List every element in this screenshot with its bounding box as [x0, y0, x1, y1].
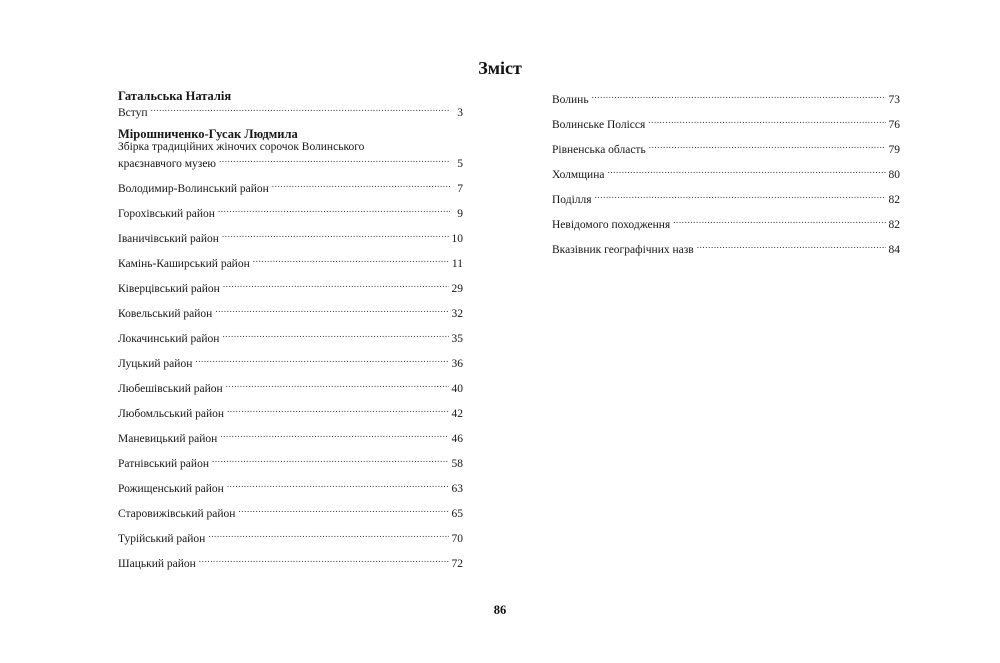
dot-leader	[649, 140, 886, 153]
dot-leader	[199, 554, 449, 567]
dot-leader	[697, 240, 886, 253]
toc-entry-label: Ковельський район	[118, 308, 213, 320]
dot-leader	[218, 204, 450, 217]
toc-entry[interactable]	[118, 529, 463, 545]
toc-entry-page: 82	[888, 219, 900, 231]
dot-leader	[195, 354, 448, 367]
toc-entry-page: 36	[451, 358, 463, 370]
toc-entry-label: Любешівський район	[118, 383, 223, 395]
toc-entry[interactable]	[118, 554, 463, 570]
page-number: 86	[493, 603, 507, 617]
dot-leader	[222, 329, 448, 342]
toc-author-block	[118, 89, 463, 119]
toc-entry[interactable]	[118, 504, 463, 520]
toc-entry[interactable]	[118, 279, 463, 295]
dot-leader	[592, 90, 886, 103]
toc-entry-page: 9	[457, 208, 463, 220]
toc-left-column	[118, 90, 463, 579]
toc-entry-label: Локачинський район	[118, 333, 220, 345]
dot-leader	[151, 103, 450, 116]
toc-entry-label: Волинь	[552, 94, 589, 106]
toc-entry-label: Вказівник географічних назв	[552, 244, 694, 256]
toc-entry-label: Ківерцівський район	[118, 283, 220, 295]
dot-leader	[238, 504, 448, 517]
dot-leader	[208, 529, 448, 542]
dot-leader	[220, 429, 448, 442]
toc-entry-page: 46	[451, 433, 463, 445]
toc-entry[interactable]	[552, 165, 900, 181]
toc-entry-label: Вступ	[118, 107, 148, 119]
toc-entry[interactable]	[118, 404, 463, 420]
toc-entry[interactable]	[552, 190, 900, 206]
toc-entry-label: Шацький район	[118, 558, 196, 570]
toc-entry-page: 84	[888, 244, 900, 256]
toc-entry-page: 29	[451, 283, 463, 295]
toc-entry-page: 72	[451, 558, 463, 570]
toc-entry[interactable]	[118, 229, 463, 245]
toc-entry-label: Холмщина	[552, 169, 605, 181]
toc-entry-page: 82	[888, 194, 900, 206]
toc-entry[interactable]	[552, 240, 900, 256]
toc-right-column	[552, 90, 900, 265]
toc-entry-label: Турійський район	[118, 533, 206, 545]
author-name: Мірошниченко-Гусак Людмила	[118, 127, 298, 141]
page-title: Зміст	[478, 58, 522, 78]
dot-leader	[219, 154, 450, 167]
dot-leader	[226, 379, 449, 392]
toc-entry-page: 7	[457, 183, 463, 195]
toc-entry[interactable]	[552, 90, 900, 106]
toc-entry-page: 73	[888, 94, 900, 106]
toc-entry-label: Маневицький район	[118, 433, 218, 445]
dot-leader	[253, 254, 449, 267]
dot-leader	[227, 479, 449, 492]
toc-entry-label: Горохівський район	[118, 208, 215, 220]
toc-entry[interactable]	[118, 254, 463, 270]
toc-entry[interactable]	[552, 215, 900, 231]
author-name: Гатальська Наталія	[118, 89, 232, 103]
toc-entry[interactable]	[552, 115, 900, 131]
toc-entry[interactable]	[118, 329, 463, 345]
toc-list-right	[552, 90, 900, 256]
dot-leader	[607, 165, 885, 178]
toc-author-block	[118, 127, 463, 170]
dot-leader	[673, 215, 885, 228]
toc-entry-page: 80	[888, 169, 900, 181]
dot-leader	[222, 229, 449, 242]
toc-entry-label: Старовижівський район	[118, 508, 236, 520]
toc-entry-label: Луцький район	[118, 358, 193, 370]
dot-leader	[223, 279, 449, 292]
toc-entry-page: 58	[451, 458, 463, 470]
toc-entry[interactable]	[118, 154, 463, 170]
toc-entry-page: 11	[451, 258, 463, 270]
toc-entry-page: 63	[451, 483, 463, 495]
dot-leader	[648, 115, 885, 128]
toc-entry-page: 35	[451, 333, 463, 345]
toc-entry[interactable]	[118, 429, 463, 445]
toc-entry-label: Ратнівський район	[118, 458, 209, 470]
toc-entry-label: Поділля	[552, 194, 592, 206]
toc-entry-page: 32	[451, 308, 463, 320]
toc-entry-label: Володимир-Волинський район	[118, 183, 269, 195]
toc-entry-label: Волинське Полісся	[552, 119, 646, 131]
toc-entry[interactable]	[118, 304, 463, 320]
toc-entry[interactable]	[118, 454, 463, 470]
dot-leader	[227, 404, 448, 417]
toc-entry[interactable]	[118, 179, 463, 195]
toc-entry-label: Невідомого походження	[552, 219, 671, 231]
dot-leader	[215, 304, 448, 317]
toc-entry-label: Любомльський район	[118, 408, 225, 420]
toc-entry[interactable]	[118, 354, 463, 370]
toc-entry-page: 65	[451, 508, 463, 520]
toc-entry[interactable]	[118, 379, 463, 395]
dot-leader	[595, 190, 886, 203]
toc-entry-label: Камінь-Каширський район	[118, 258, 250, 270]
dot-leader	[212, 454, 449, 467]
toc-entry-page: 42	[451, 408, 463, 420]
toc-entry[interactable]	[118, 204, 463, 220]
toc-entry[interactable]	[118, 103, 463, 119]
toc-entry-page: 3	[457, 107, 463, 119]
dot-leader	[272, 179, 450, 192]
toc-entry[interactable]	[552, 140, 900, 156]
toc-entry-label: Рівненська область	[552, 144, 646, 156]
toc-entry-page: 70	[451, 533, 463, 545]
toc-entry-label-line: Збірка традиційних жіночих сорочок Волинського	[118, 141, 365, 153]
toc-entry[interactable]	[118, 479, 463, 495]
toc-entry-page: 5	[457, 158, 463, 170]
toc-entry-page: 76	[888, 119, 900, 131]
toc-entry-page: 79	[888, 144, 900, 156]
toc-entry-label: краєзнавчого музею	[118, 158, 217, 170]
toc-entry-label: Іваничівський район	[118, 233, 219, 245]
toc-entry-page: 10	[451, 233, 463, 245]
toc-entry-page: 40	[451, 383, 463, 395]
toc-entry-label: Рожищенський район	[118, 483, 224, 495]
toc-list-left	[118, 179, 463, 570]
